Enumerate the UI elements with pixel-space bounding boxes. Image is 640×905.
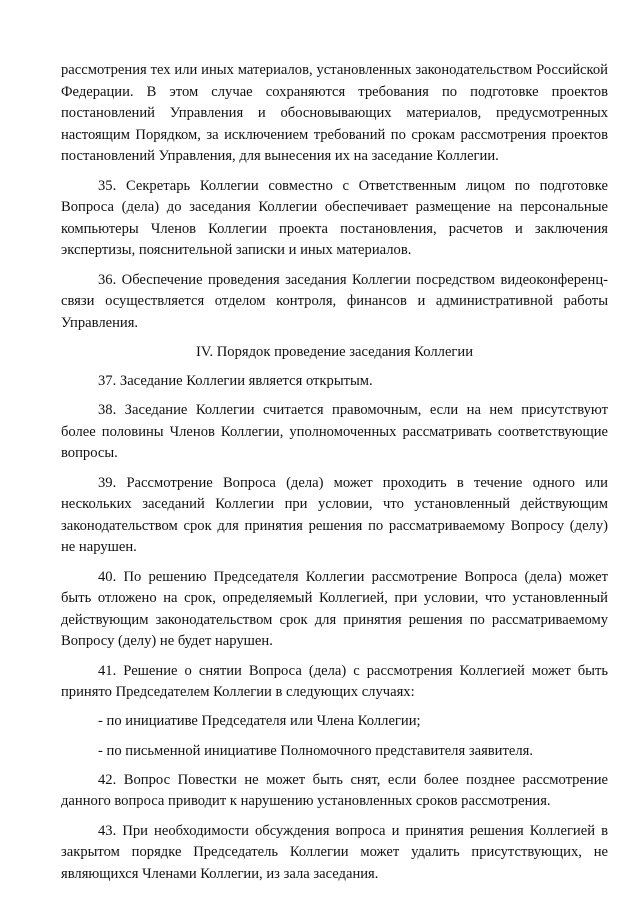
section-heading: IV. Порядок проведение заседания Коллегии (195, 343, 474, 360)
paragraph-40: 40. По решению Председателя Коллегии рассмотрение Вопроса (дела) может быть отложено на срок, определяемый Коллегией, при условии, что установленный действующим законодательством срок для принятия решения по рассматриваемому Вопросу (делу) не будет нарушен. (61, 568, 608, 650)
document-page (61, 60, 608, 893)
paragraph-36: 36. Обеспечение проведения заседания Коллегии посредством видеоконференц-связи осуществляется отделом контроля, финансов и административной работы Управления. (61, 271, 608, 331)
paragraph-41: 41. Решение о снятии Вопроса (дела) с рассмотрения Коллегией может быть принято Председателем Коллегии в следующих случаях: (61, 662, 608, 701)
paragraph-43: 43. При необходимости обсуждения вопроса и принятия решения Коллегией в закрытом порядке Председатель Коллегии может удалить присутствующих, не являющихся Членами Коллегии, из зала заседания. (61, 822, 608, 882)
paragraph-42: 42. Вопрос Повестки не может быть снят, если более позднее рассмотрение данного вопроса приводит к нарушению установленных сроков рассмотрения. (61, 771, 608, 810)
paragraph-38: 38. Заседание Коллегии считается правомочным, если на нем присутствуют более половины Членов Коллегии, уполномоченных рассматривать соответствующие вопросы. (61, 402, 608, 462)
list-item-chairman-initiative: - по инициативе Председателя или Члена Коллегии; (98, 713, 421, 730)
list-item-representative-initiative: - по письменной инициативе Полномочного представителя заявителя. (98, 742, 533, 759)
paragraph-39: 39. Рассмотрение Вопроса (дела) может проходить в течение одного или нескольких заседаний Коллегии при условии, что установленный действующим законодательством срок для принятия решения по рассматриваемому Вопросу (делу) не нарушен. (61, 474, 608, 556)
paragraph-continuation: рассмотрения тех или иных материалов, установленных законодательством Российской Федерации. В этом случае сохраняются требования по подготовке проектов постановлений Управления и обосновывающих материалов, предусмотренных настоящим Порядком, за исключением требований по срокам рассмотрения проектов постановлений Управления, для вынесения их на заседание Коллегии. (61, 62, 608, 165)
paragraph-35: 35. Секретарь Коллегии совместно с Ответственным лицом по подготовке Вопроса (дела) до заседания Коллегии обеспечивает размещение на персональные компьютеры Членов Коллегии проекта постановления, расчетов и заключения экспертизы, пояснительной записки и иных материалов. (61, 177, 608, 259)
paragraph-37: 37. Заседание Коллегии является открытым. (98, 373, 373, 390)
